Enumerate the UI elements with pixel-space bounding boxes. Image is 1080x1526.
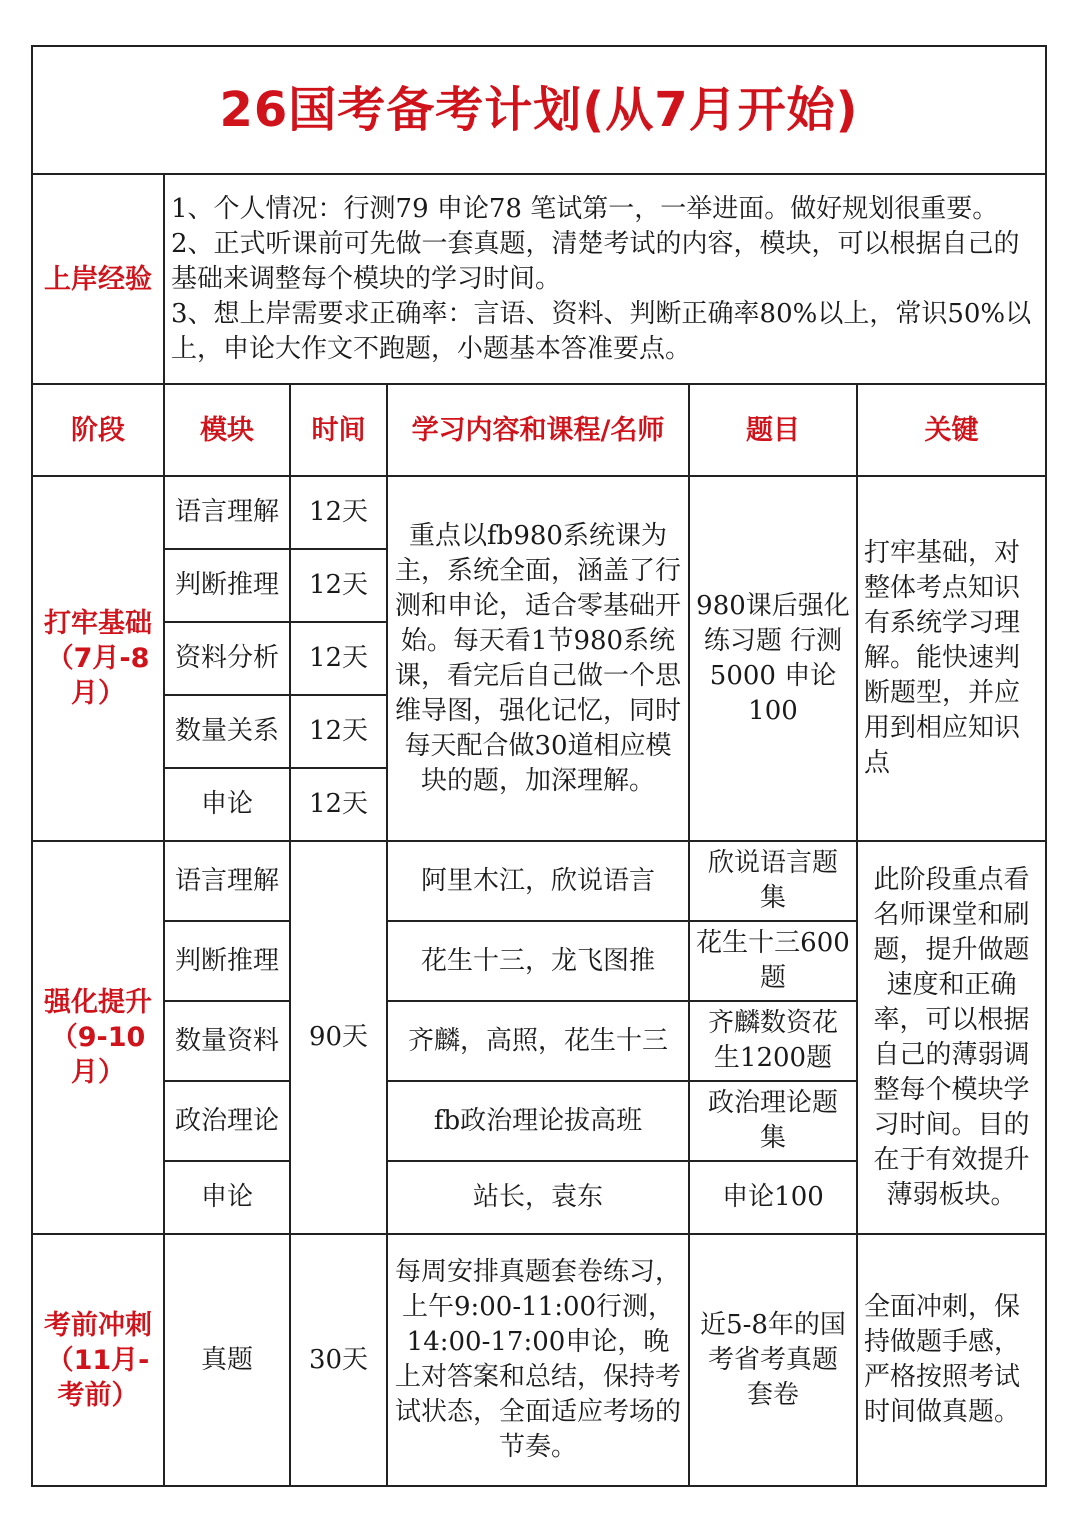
stage2-questions: 申论100 — [689, 1161, 857, 1234]
stage2-content: 站长，袁东 — [387, 1161, 689, 1234]
header-questions: 题目 — [689, 384, 857, 476]
stage1-content: 重点以fb980系统课为主，系统全面，涵盖了行测和申论，适合零基础开始。每天看1节980系统课，看完后自己做一个思维导图，强化记忆，同时每天配合做30道相应模块的题，加深理解。 — [387, 476, 689, 841]
stage1-module: 判断推理 — [164, 549, 290, 622]
stage3-module: 真题 — [164, 1234, 290, 1486]
stage1-name: 打牢基础（7月-8月） — [32, 476, 164, 841]
experience-item: 1、个人情况：行测79 申论78 笔试第一，一举进面。做好规划很重要。 — [171, 193, 999, 224]
header-key: 关键 — [857, 384, 1046, 476]
stage3-content: 每周安排真题套卷练习，上午9:00-11:00行测，14:00-17:00申论，晚上对答案和总结，保持考试状态，全面适应考场的节奏。 — [387, 1234, 689, 1486]
stage2-module: 判断推理 — [164, 921, 290, 1001]
table-row — [32, 476, 1046, 549]
stage2-content: fb政治理论拔高班 — [387, 1081, 689, 1161]
experience-text — [164, 174, 1046, 384]
header-module: 模块 — [164, 384, 290, 476]
stage2-content: 阿里木江，欣说语言 — [387, 841, 689, 921]
plan-sheet — [31, 45, 1047, 1487]
stage1-time: 12天 — [290, 695, 387, 768]
page-title: 26国考备考计划(从7月开始) — [32, 46, 1046, 174]
stage1-time: 12天 — [290, 549, 387, 622]
stage1-key: 打牢基础，对整体考点知识有系统学习理解。能快速判断题型，并应用到相应知识点 — [857, 476, 1046, 841]
stage3-key: 全面冲刺，保持做题手感，严格按照考试时间做真题。 — [857, 1234, 1046, 1486]
stage2-content: 花生十三，龙飞图推 — [387, 921, 689, 1001]
stage2-questions: 欣说语言题集 — [689, 841, 857, 921]
stage1-module: 申论 — [164, 768, 290, 841]
stage1-time: 12天 — [290, 476, 387, 549]
stage3-questions: 近5-8年的国考省考真题套卷 — [689, 1234, 857, 1486]
stage1-module: 资料分析 — [164, 622, 290, 695]
table-row — [32, 841, 1046, 921]
plan-table — [31, 45, 1047, 1487]
stage2-module: 语言理解 — [164, 841, 290, 921]
stage3-name: 考前冲刺（11月-考前） — [32, 1234, 164, 1486]
stage2-module: 申论 — [164, 1161, 290, 1234]
stage2-questions: 政治理论题集 — [689, 1081, 857, 1161]
header-time: 时间 — [290, 384, 387, 476]
experience-item: 2、正式听课前可先做一套真题，清楚考试的内容，模块，可以根据自己的基础来调整每个模块的学习时间。 — [171, 228, 1020, 294]
stage2-questions: 齐麟数资花生1200题 — [689, 1001, 857, 1081]
stage2-content: 齐麟，高照，花生十三 — [387, 1001, 689, 1081]
header-stage: 阶段 — [32, 384, 164, 476]
stage1-module: 语言理解 — [164, 476, 290, 549]
stage3-time: 30天 — [290, 1234, 387, 1486]
table-header-row — [32, 384, 1046, 476]
stage1-module: 数量关系 — [164, 695, 290, 768]
stage2-name: 强化提升（9-10月） — [32, 841, 164, 1234]
table-row — [32, 1234, 1046, 1486]
experience-label: 上岸经验 — [32, 174, 164, 384]
stage1-questions: 980课后强化练习题 行测5000 申论100 — [689, 476, 857, 841]
stage2-time: 90天 — [290, 841, 387, 1234]
stage2-key: 此阶段重点看名师课堂和刷题，提升做题速度和正确率，可以根据自己的薄弱调整每个模块学习时间。目的在于有效提升薄弱板块。 — [857, 841, 1046, 1234]
stage2-module: 数量资料 — [164, 1001, 290, 1081]
stage1-time: 12天 — [290, 768, 387, 841]
stage2-questions: 花生十三600题 — [689, 921, 857, 1001]
experience-item: 3、想上岸需要求正确率：言语、资料、判断正确率80%以上，常识50%以上，申论大作文不跑题，小题基本答准要点。 — [171, 298, 1032, 364]
stage2-module: 政治理论 — [164, 1081, 290, 1161]
stage1-time: 12天 — [290, 622, 387, 695]
header-content: 学习内容和课程/名师 — [387, 384, 689, 476]
